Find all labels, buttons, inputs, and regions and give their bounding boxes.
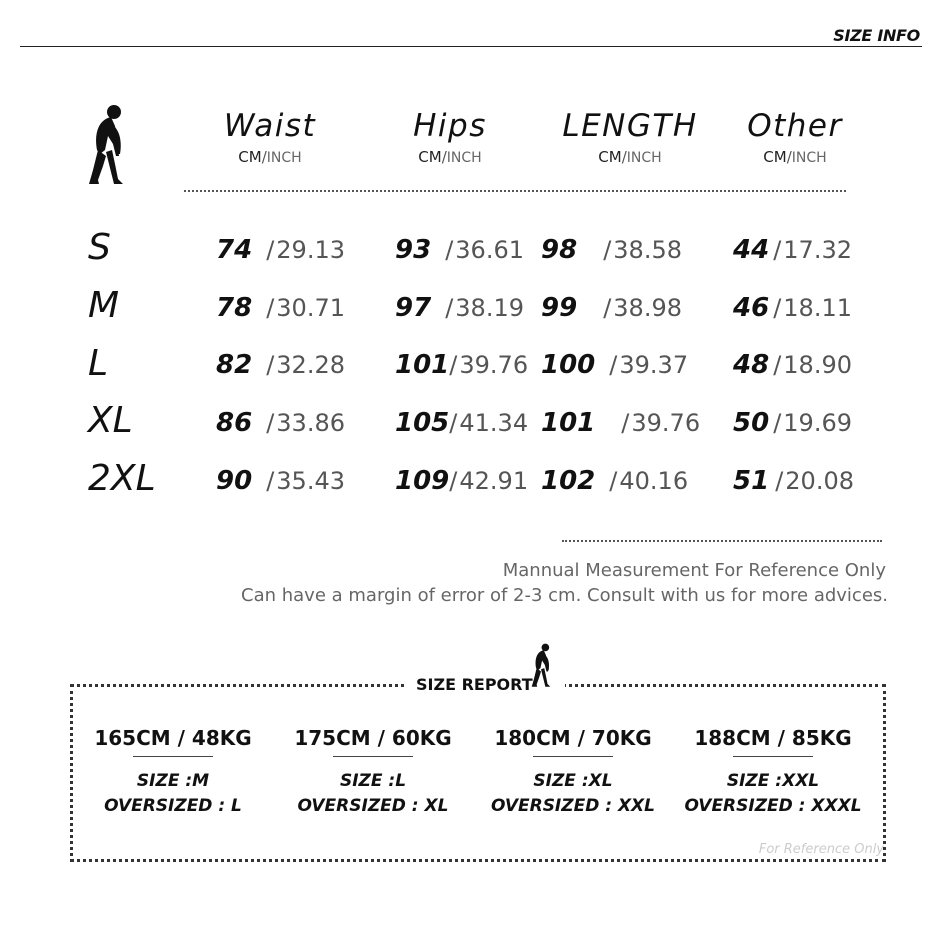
cell-s-hips: 93 /36.61 bbox=[395, 235, 524, 265]
size-label-2xl: 2XL bbox=[88, 458, 156, 499]
report-size: SIZE :M bbox=[136, 771, 210, 791]
margin-note: Can have a margin of error of 2-3 cm. Consult with us for more advices. bbox=[241, 585, 888, 606]
report-height-weight: 180CM / 70KG bbox=[494, 726, 652, 750]
report-height-weight: 175CM / 60KG bbox=[294, 726, 452, 750]
column-name: LENGTH bbox=[562, 108, 698, 144]
report-underline bbox=[733, 756, 813, 757]
cell-m-length: 99 /38.98 bbox=[541, 293, 682, 323]
ape-figure-small-icon bbox=[529, 642, 553, 690]
column-header-hips bbox=[360, 108, 540, 166]
cell-2xl-hips: 109/42.91 bbox=[395, 466, 529, 496]
column-name: Hips bbox=[413, 108, 487, 144]
report-underline bbox=[533, 756, 613, 757]
report-oversized: OVERSIZED : XXXL bbox=[684, 796, 862, 816]
notes-dotted-divider bbox=[562, 540, 882, 542]
cell-xl-waist: 86 /33.86 bbox=[216, 408, 345, 438]
report-size: SIZE :L bbox=[339, 771, 407, 791]
cell-s-waist: 74 /29.13 bbox=[216, 235, 345, 265]
report-oversized: OVERSIZED : XL bbox=[297, 796, 449, 816]
size-label-m: M bbox=[88, 285, 120, 326]
reference-footnote: For Reference Only bbox=[758, 842, 884, 857]
header-divider bbox=[20, 46, 922, 47]
report-underline bbox=[133, 756, 213, 757]
column-unit: CM/INCH bbox=[238, 148, 302, 166]
report-entry bbox=[678, 726, 868, 816]
column-header-length bbox=[540, 108, 720, 166]
report-height-weight: 188CM / 85KG bbox=[694, 726, 852, 750]
column-unit: CM/INCH bbox=[418, 148, 482, 166]
cell-s-other: 44 /17.32 bbox=[733, 235, 852, 265]
header-dotted-divider bbox=[184, 190, 846, 192]
cell-l-hips: 101/39.76 bbox=[395, 350, 529, 380]
cell-2xl-waist: 90 /35.43 bbox=[216, 466, 345, 496]
column-header-waist bbox=[180, 108, 360, 166]
ape-figure-icon bbox=[84, 104, 128, 188]
size-report-title: SIZE REPORT bbox=[416, 675, 533, 694]
cell-2xl-other: 51 /20.08 bbox=[733, 466, 854, 496]
report-underline bbox=[333, 756, 413, 757]
size-label-s: S bbox=[88, 227, 111, 268]
cell-l-length: 100 /39.37 bbox=[541, 350, 689, 380]
cell-s-length: 98 /38.58 bbox=[541, 235, 682, 265]
column-unit: CM/INCH bbox=[598, 148, 662, 166]
cell-m-waist: 78 /30.71 bbox=[216, 293, 345, 323]
report-entry bbox=[278, 726, 468, 816]
size-label-l: L bbox=[88, 343, 109, 384]
report-oversized: OVERSIZED : L bbox=[104, 796, 242, 816]
report-size: SIZE :XXL bbox=[726, 771, 820, 791]
cell-xl-length: 101 /39.76 bbox=[541, 408, 701, 438]
measurement-note: Mannual Measurement For Reference Only bbox=[502, 560, 886, 581]
cell-xl-other: 50 /19.69 bbox=[733, 408, 852, 438]
page-title: SIZE INFO bbox=[833, 26, 920, 45]
cell-m-other: 46 /18.11 bbox=[733, 293, 852, 323]
report-height-weight: 165CM / 48KG bbox=[94, 726, 252, 750]
cell-l-other: 48 /18.90 bbox=[733, 350, 852, 380]
cell-xl-hips: 105/41.34 bbox=[395, 408, 529, 438]
report-entry bbox=[478, 726, 668, 816]
cell-2xl-length: 102 /40.16 bbox=[541, 466, 689, 496]
cell-m-hips: 97 /38.19 bbox=[395, 293, 524, 323]
report-entry bbox=[78, 726, 268, 816]
report-oversized: OVERSIZED : XXL bbox=[490, 796, 655, 816]
column-name: Waist bbox=[223, 108, 317, 144]
column-name: Other bbox=[747, 108, 843, 144]
column-header-other bbox=[705, 108, 885, 166]
cell-l-waist: 82 /32.28 bbox=[216, 350, 345, 380]
size-label-xl: XL bbox=[88, 400, 133, 441]
column-unit: CM/INCH bbox=[763, 148, 827, 166]
report-size: SIZE :XL bbox=[533, 771, 613, 791]
